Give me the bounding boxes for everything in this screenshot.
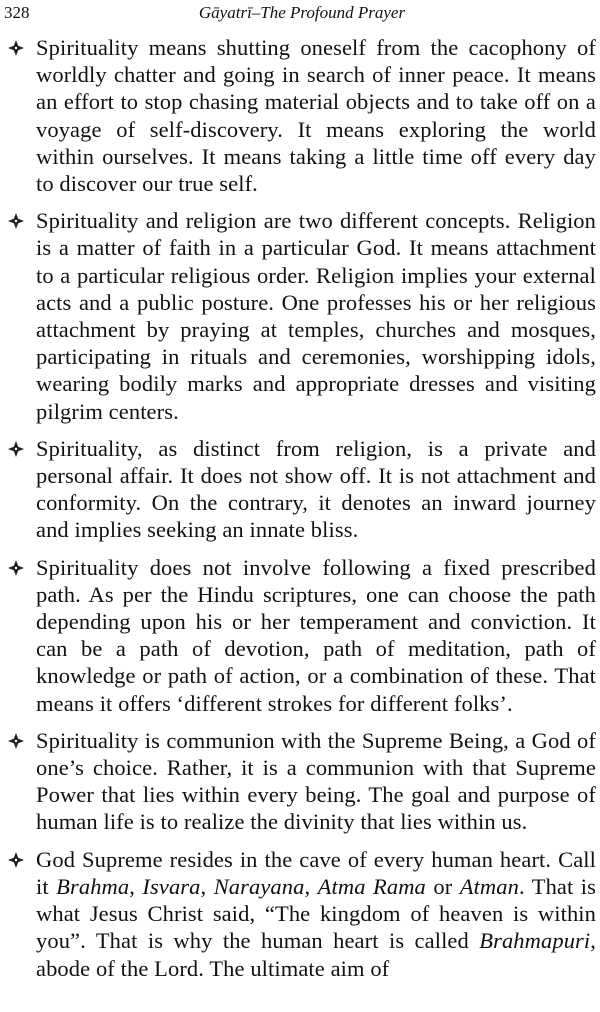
- bullet-item: [0, 34, 600, 197]
- bullet-item: [0, 727, 600, 836]
- diamond-bullet-icon: [6, 731, 26, 751]
- page-header: [4, 3, 600, 25]
- bullet-text: Spirituality, as distinct from religion, is a private and personal affair. It does not show off. It is not attachment and conformity. On the contrary, it denotes an inward journey and implies seeking an innate bliss.: [36, 435, 596, 543]
- running-title: Gāyatrī–The Profound Prayer: [198, 3, 406, 22]
- diamond-bullet-icon: [6, 558, 26, 578]
- bullet-text: God Supreme resides in the cave of every human heart. Call it Brahma, Isvara, Narayana, Atma Rama or Atman. That is what Jesus Christ said, “The kingdom of heaven is within you”. That is why the human heart is called Brahmapuri, abode of the Lord. The ultimate aim of: [36, 846, 597, 981]
- term-brahma: Brahma: [56, 873, 130, 899]
- diamond-bullet-icon: [6, 211, 26, 231]
- term-atman: Atman: [459, 873, 519, 899]
- bullet-item: [0, 435, 600, 544]
- term-isvara: Isvara: [142, 873, 201, 899]
- page-number: 328: [4, 3, 30, 22]
- bullet-text: Spirituality means shutting oneself from the cacophony of worldly chatter and going in search of inner peace. It means an effort to stop chasing material objects and to take off on a voyage of self-discovery. It means exploring the world within ourselves. It means taking a little time off every day to discover our true self.: [36, 35, 596, 197]
- term-atma-rama: Atma Rama: [317, 873, 426, 899]
- diamond-bullet-icon: [6, 439, 26, 459]
- page-body: [0, 34, 600, 992]
- bullet-item: [0, 554, 600, 717]
- term-brahmapuri: Brahmapuri: [479, 928, 591, 954]
- bullet-text: Spirituality is communion with the Supreme Being, a God of one’s choice. Rather, it is a communion with that Supreme Power that lies within every being. The goal and purpose of human life is to realize the divinity that lies within us.: [36, 727, 596, 835]
- diamond-bullet-icon: [6, 38, 26, 58]
- bullet-text: Spirituality and religion are two different concepts. Religion is a matter of faith in a particular God. It means attachment to a particular religious order. Religion implies your external acts and a public posture. One professes his or her religious attachment by praying at temples, churches and mosques, participating in rituals and ceremonies, worshipping idols, wearing bodily marks and appropriate dresses and visiting pilgrim centers.: [36, 208, 596, 424]
- bullet-text: Spirituality does not involve following a fixed prescribed path. As per the Hindu scriptures, one can choose the path depending upon his or her temperament and conviction. It can be a path of devotion, path of meditation, path of knowledge or path of action, or a combination of these. That means it offers ‘different strokes for different folks’.: [36, 554, 596, 716]
- diamond-bullet-icon: [6, 850, 26, 870]
- bullet-item: [0, 846, 600, 982]
- bullet-item: [0, 207, 600, 425]
- term-narayana: Narayana: [213, 873, 305, 899]
